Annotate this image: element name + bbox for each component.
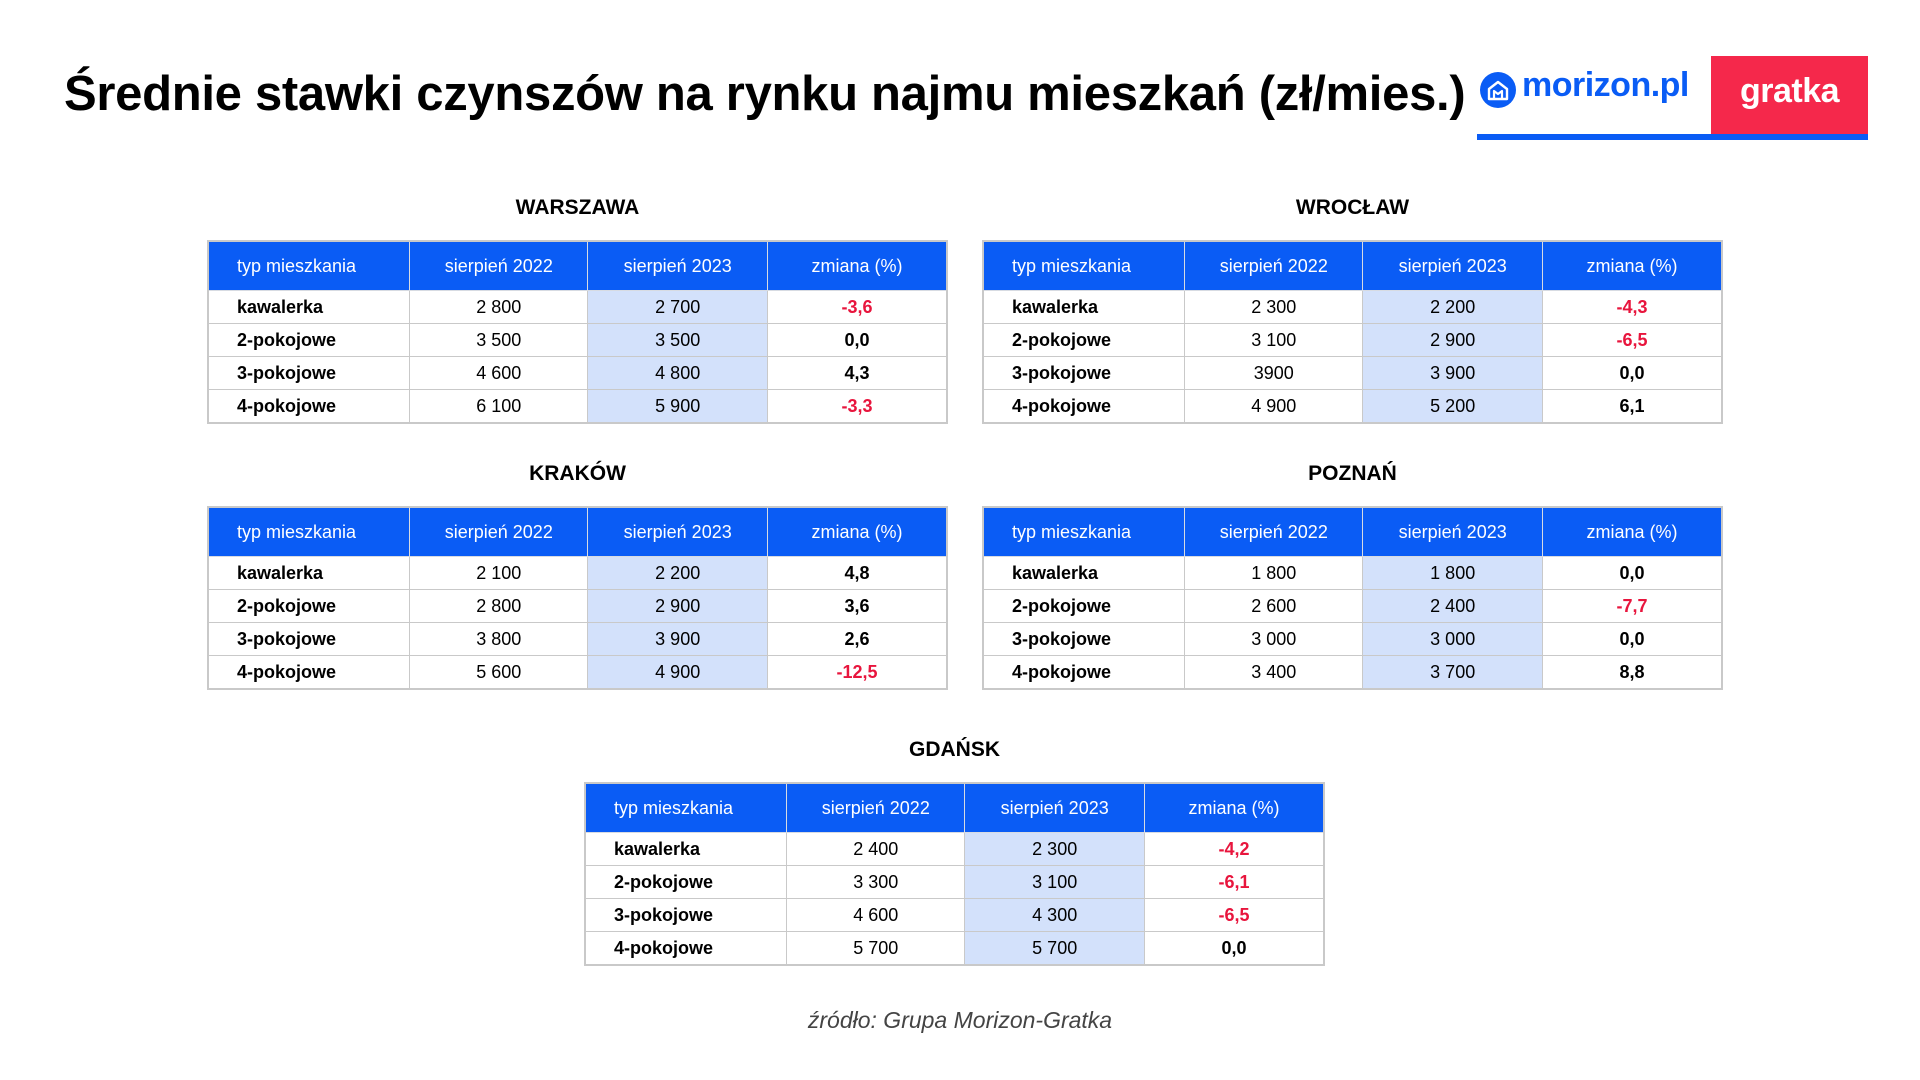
cell-change: 0,0	[1542, 557, 1722, 590]
table-row	[983, 291, 1722, 324]
cell-type: 2-pokojowe	[983, 590, 1185, 623]
city-title: WARSZAWA	[515, 196, 640, 219]
cell-type: kawalerka	[208, 557, 410, 590]
cell-y2023: 2 400	[1363, 590, 1543, 623]
table-header-row	[585, 783, 1324, 833]
table-row	[983, 623, 1722, 656]
header-change: zmiana (%)	[767, 507, 947, 557]
cell-y2023: 2 700	[588, 291, 768, 324]
city-block-krakow	[207, 459, 948, 690]
table-header-row	[208, 507, 947, 557]
cell-y2022: 2 300	[1185, 291, 1363, 324]
house-icon	[1480, 72, 1516, 108]
cell-change: -4,2	[1144, 833, 1324, 866]
cell-y2023: 4 900	[588, 656, 768, 690]
table-row	[585, 899, 1324, 932]
header-type: typ mieszkania	[208, 507, 410, 557]
gratka-logo	[1711, 56, 1868, 140]
city-block-warszawa	[207, 193, 948, 424]
cell-change: -6,1	[1144, 866, 1324, 899]
header-2022: sierpień 2022	[787, 783, 965, 833]
cell-y2022: 2 100	[410, 557, 588, 590]
source-note: źródło: Grupa Morizon-Gratka	[807, 1007, 1113, 1033]
cell-change: 4,8	[767, 557, 947, 590]
cell-change: 0,0	[767, 324, 947, 357]
city-title: POZNAŃ	[1308, 462, 1397, 485]
cell-y2023: 2 900	[588, 590, 768, 623]
cell-y2022: 3 500	[410, 324, 588, 357]
table-row	[208, 390, 947, 424]
cell-change: 0,0	[1144, 932, 1324, 966]
rent-table	[982, 506, 1723, 690]
cell-type: 4-pokojowe	[208, 656, 410, 690]
cell-y2022: 3 000	[1185, 623, 1363, 656]
header-2022: sierpień 2022	[410, 241, 588, 291]
cell-y2022: 1 800	[1185, 557, 1363, 590]
cell-y2022: 3 300	[787, 866, 965, 899]
cell-y2023: 1 800	[1363, 557, 1543, 590]
city-block-gdansk	[584, 735, 1325, 966]
cell-type: 3-pokojowe	[983, 357, 1185, 390]
header-change: zmiana (%)	[767, 241, 947, 291]
cell-y2022: 4 600	[787, 899, 965, 932]
cell-y2023: 2 900	[1363, 324, 1543, 357]
rent-table	[584, 782, 1325, 966]
header-type: typ mieszkania	[208, 241, 410, 291]
cell-change: 2,6	[767, 623, 947, 656]
city-title: KRAKÓW	[529, 462, 626, 485]
cell-change: -3,3	[767, 390, 947, 424]
table-header-row	[983, 507, 1722, 557]
city-title: WROCŁAW	[1295, 196, 1410, 219]
table-row	[208, 590, 947, 623]
table-row	[208, 656, 947, 690]
cell-y2023: 3 500	[588, 324, 768, 357]
cell-y2023: 2 300	[965, 833, 1145, 866]
cell-y2023: 3 000	[1363, 623, 1543, 656]
cell-type: 3-pokojowe	[983, 623, 1185, 656]
cell-y2022: 5 700	[787, 932, 965, 966]
table-header-row	[983, 241, 1722, 291]
cell-type: kawalerka	[983, 291, 1185, 324]
cell-y2022: 6 100	[410, 390, 588, 424]
header-change: zmiana (%)	[1542, 241, 1722, 291]
cell-type: kawalerka	[208, 291, 410, 324]
cell-y2022: 4 600	[410, 357, 588, 390]
cell-change: -12,5	[767, 656, 947, 690]
cell-change: -3,6	[767, 291, 947, 324]
cell-y2022: 5 600	[410, 656, 588, 690]
table-row	[983, 324, 1722, 357]
cell-change: -4,3	[1542, 291, 1722, 324]
cell-type: 4-pokojowe	[983, 656, 1185, 690]
header-type: typ mieszkania	[983, 241, 1185, 291]
table-row	[208, 291, 947, 324]
cell-type: 2-pokojowe	[983, 324, 1185, 357]
cell-type: 3-pokojowe	[585, 899, 787, 932]
table-row	[983, 557, 1722, 590]
table-row	[208, 557, 947, 590]
cell-y2022: 2 600	[1185, 590, 1363, 623]
cell-change: -7,7	[1542, 590, 1722, 623]
header-2022: sierpień 2022	[410, 507, 588, 557]
cell-y2023: 5 700	[965, 932, 1145, 966]
table-row	[585, 932, 1324, 966]
header-2023: sierpień 2023	[965, 783, 1145, 833]
morizon-logo	[1477, 60, 1711, 140]
table-row	[208, 623, 947, 656]
cell-y2022: 3900	[1185, 357, 1363, 390]
cell-y2022: 3 800	[410, 623, 588, 656]
table-row	[983, 390, 1722, 424]
cell-y2022: 2 400	[787, 833, 965, 866]
cell-type: 3-pokojowe	[208, 357, 410, 390]
cell-change: 0,0	[1542, 357, 1722, 390]
gratka-wordmark: gratka	[1739, 72, 1840, 110]
table-row	[585, 833, 1324, 866]
cell-y2022: 2 800	[410, 291, 588, 324]
header-2022: sierpień 2022	[1185, 241, 1363, 291]
cell-change: 0,0	[1542, 623, 1722, 656]
header-2022: sierpień 2022	[1185, 507, 1363, 557]
table-header-row	[208, 241, 947, 291]
cell-change: 4,3	[767, 357, 947, 390]
header-type: typ mieszkania	[585, 783, 787, 833]
cell-y2023: 4 800	[588, 357, 768, 390]
cell-type: kawalerka	[983, 557, 1185, 590]
table-row	[208, 357, 947, 390]
cell-type: 4-pokojowe	[983, 390, 1185, 424]
cell-y2022: 2 800	[410, 590, 588, 623]
cell-y2023: 3 900	[588, 623, 768, 656]
cell-change: 3,6	[767, 590, 947, 623]
city-title: GDAŃSK	[908, 738, 1000, 761]
cell-y2023: 3 700	[1363, 656, 1543, 690]
cell-change: -6,5	[1144, 899, 1324, 932]
header-change: zmiana (%)	[1542, 507, 1722, 557]
cell-type: 2-pokojowe	[585, 866, 787, 899]
header-type: typ mieszkania	[983, 507, 1185, 557]
cell-y2023: 5 200	[1363, 390, 1543, 424]
rent-table	[982, 240, 1723, 424]
city-block-poznan	[982, 459, 1723, 690]
cell-y2022: 3 100	[1185, 324, 1363, 357]
rent-table	[207, 240, 948, 424]
cell-change: 8,8	[1542, 656, 1722, 690]
cell-y2023: 3 900	[1363, 357, 1543, 390]
cell-type: 2-pokojowe	[208, 590, 410, 623]
table-row	[208, 324, 947, 357]
cell-change: -6,5	[1542, 324, 1722, 357]
cell-y2023: 5 900	[588, 390, 768, 424]
header-2023: sierpień 2023	[1363, 507, 1543, 557]
cell-type: 2-pokojowe	[208, 324, 410, 357]
cell-type: 4-pokojowe	[585, 932, 787, 966]
table-row	[983, 656, 1722, 690]
header-2023: sierpień 2023	[1363, 241, 1543, 291]
header-2023: sierpień 2023	[588, 507, 768, 557]
table-row	[585, 866, 1324, 899]
city-block-wroclaw	[982, 193, 1723, 424]
cell-change: 6,1	[1542, 390, 1722, 424]
table-row	[983, 590, 1722, 623]
cell-y2022: 4 900	[1185, 390, 1363, 424]
morizon-wordmark: morizon.pl	[1522, 66, 1689, 104]
cell-type: 4-pokojowe	[208, 390, 410, 424]
header-2023: sierpień 2023	[588, 241, 768, 291]
cell-y2023: 2 200	[588, 557, 768, 590]
cell-y2023: 4 300	[965, 899, 1145, 932]
cell-y2023: 3 100	[965, 866, 1145, 899]
page-title: Średnie stawki czynszów na rynku najmu mieszkań (zł/mies.)	[64, 67, 1466, 121]
cell-y2023: 2 200	[1363, 291, 1543, 324]
cell-type: kawalerka	[585, 833, 787, 866]
table-row	[983, 357, 1722, 390]
header-change: zmiana (%)	[1144, 783, 1324, 833]
cell-y2022: 3 400	[1185, 656, 1363, 690]
rent-table	[207, 506, 948, 690]
cell-type: 3-pokojowe	[208, 623, 410, 656]
